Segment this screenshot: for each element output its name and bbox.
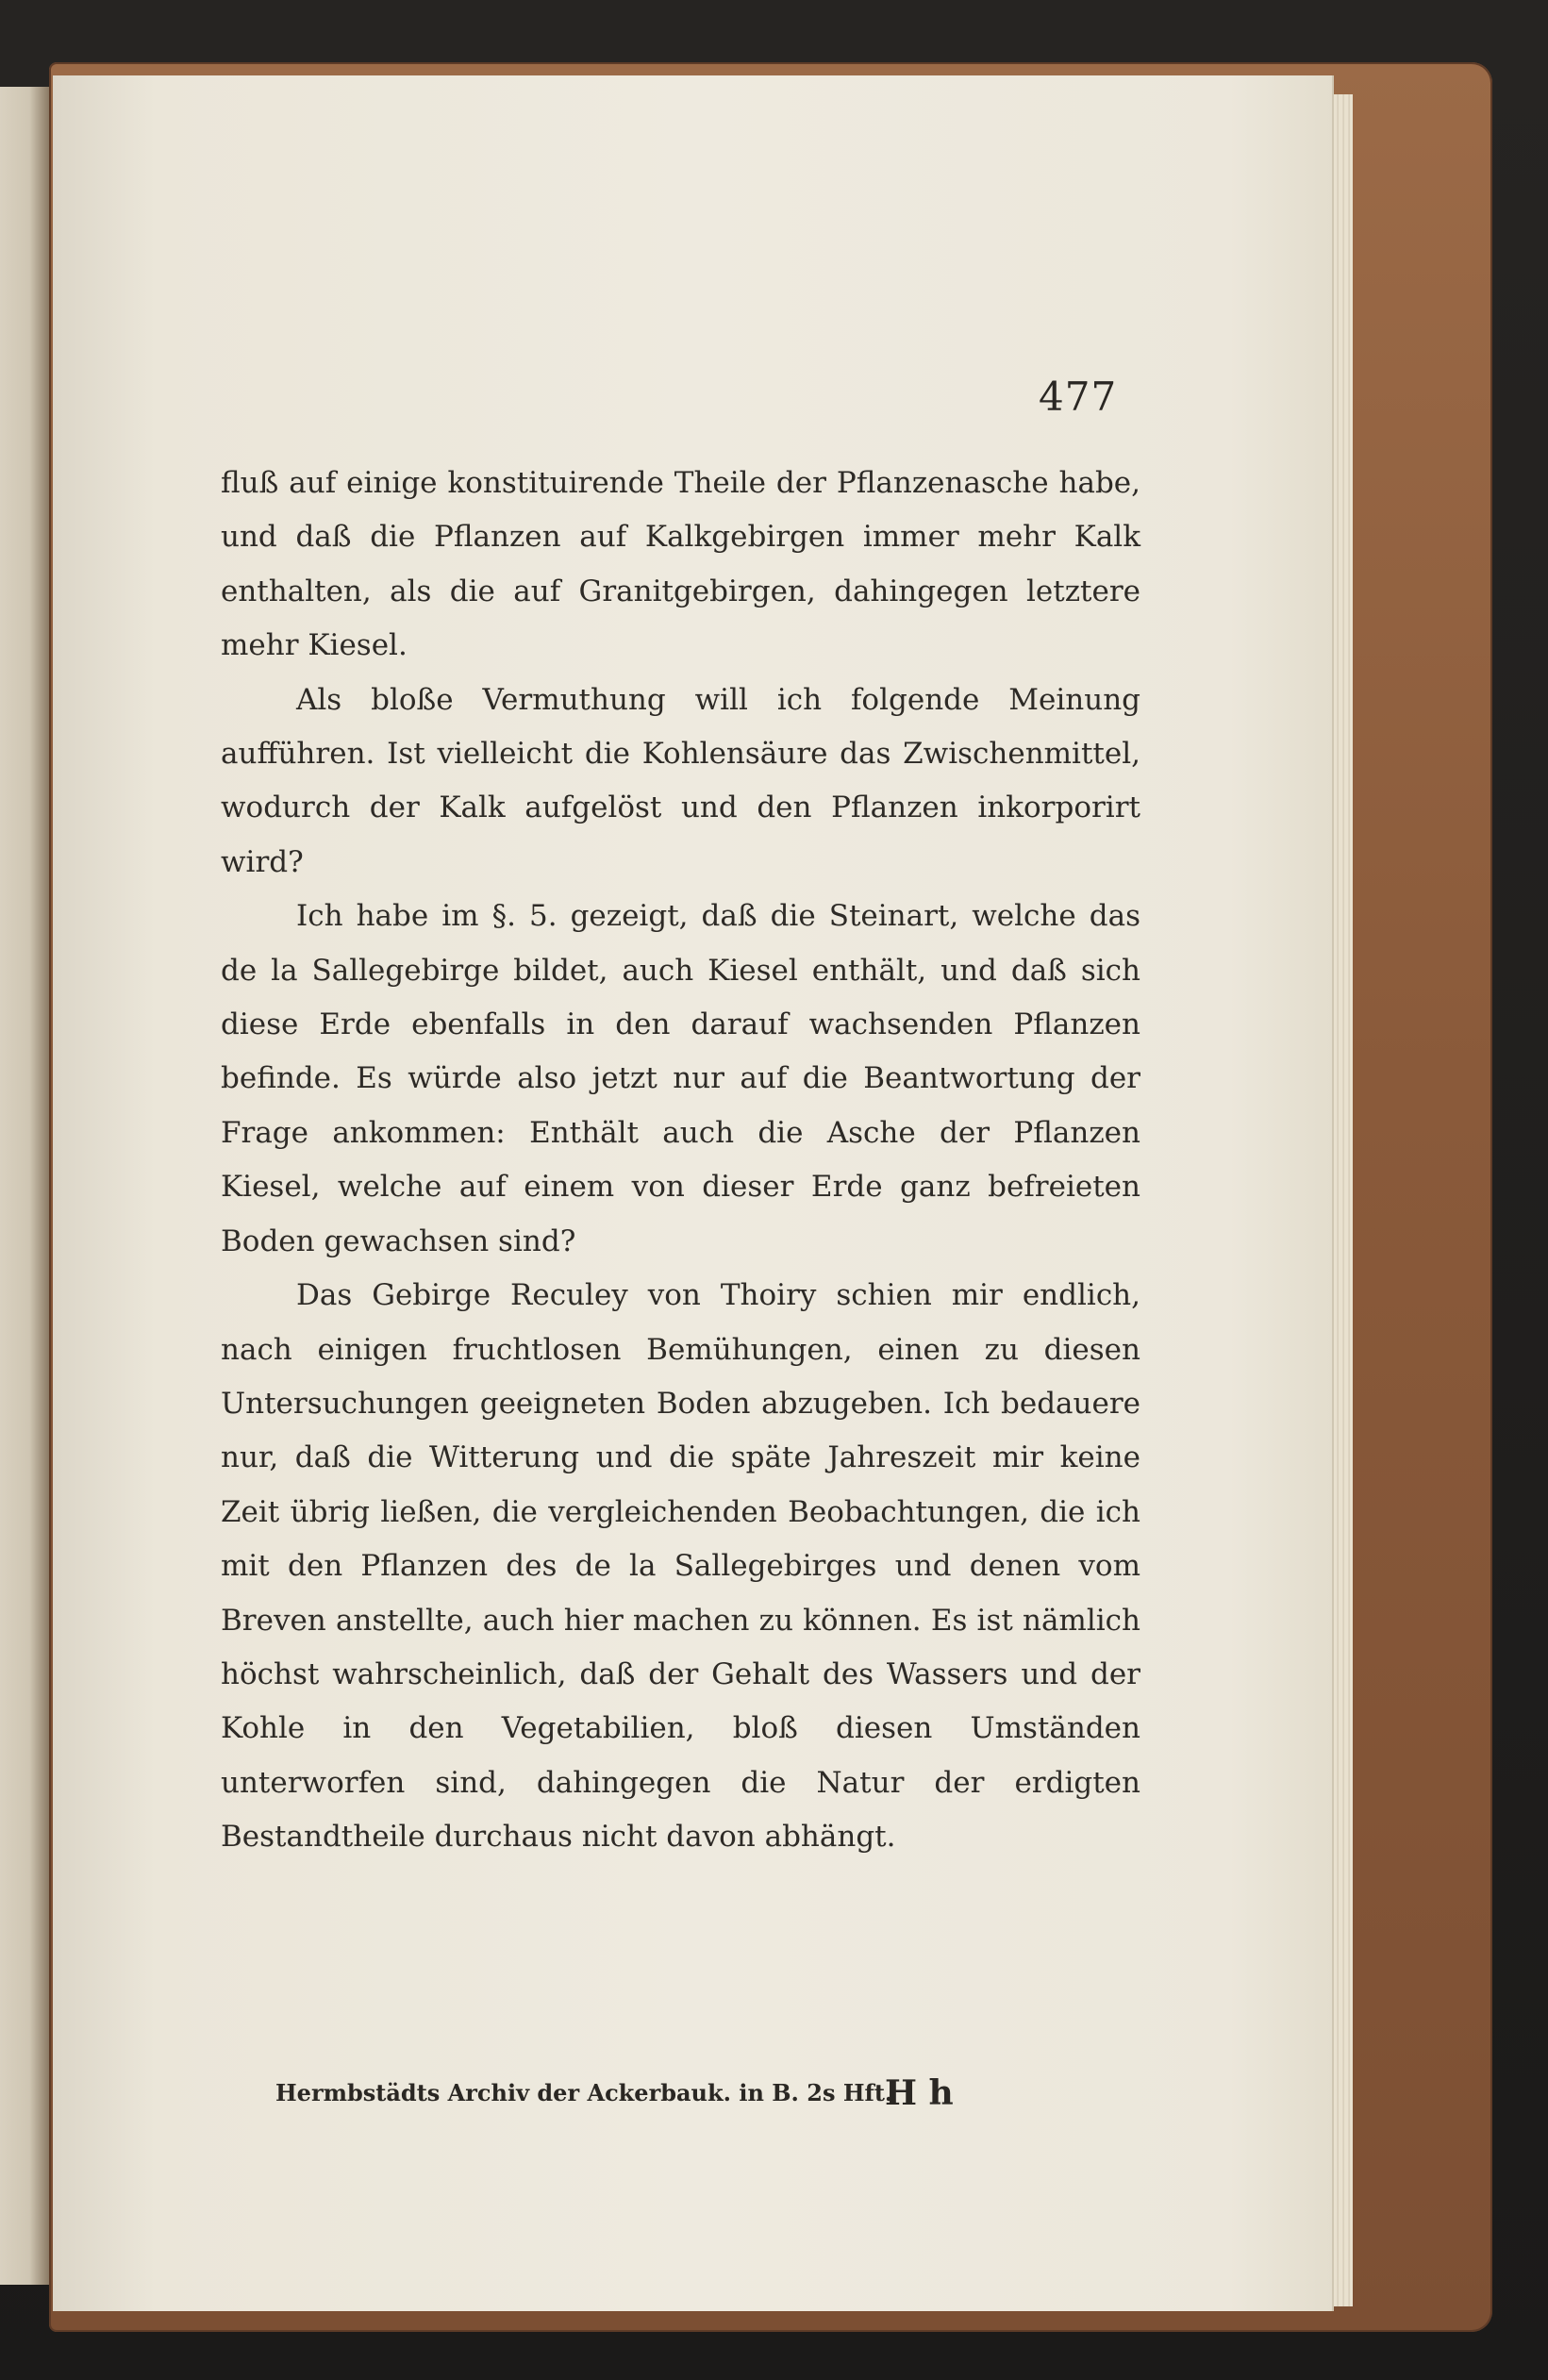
signature-line: Hermbstädts Archiv der Ackerbauk. in B. 2s Hft.: [275, 2079, 893, 2106]
paragraph-3: Ich habe im §. 5. gezeigt, daß die Steinart, welche das de la Sallegebirge bildet, auch Kiesel enthält, und daß sich diese Erde ebenfalls in den darauf wachsenden Pflanzen befinde. Es würde also jetzt nur auf die Beantwortung der Frage ankommen: Enthält auch die Asche der Pflanzen Kiesel, welche auf einem von dieser Erde ganz befreieten Boden gewachsen sind?: [221, 899, 1140, 1258]
paragraph-2: Als bloße Vermuthung will ich folgende Meinung aufführen. Ist vielleicht die Kohlensäure das Zwischenmittel, wodurch der Kalk aufgelöst und den Pflanzen inkorporirt wird?: [221, 682, 1140, 879]
facing-page-edge: [0, 87, 55, 2285]
paragraph-1: fluß auf einige konstituirende Theile der Pflanzenasche habe, und daß die Pflanzen auf Kalkgebirgen immer mehr Kalk enthalten, als die auf Granitgebirgen, dahingegen letztere mehr Kiesel.: [221, 466, 1140, 663]
paragraph-4: Das Gebirge Reculey von Thoiry schien mir endlich, nach einigen fruchtlosen Bemühungen, einen zu diesen Untersuchungen geeigneten Boden abzugeben. Ich bedauere nur, daß die Witterung und die späte Jahreszeit mir keine Zeit übrig ließen, die vergleichenden Beobachtungen, die ich mit den Pflanzen des de la Sallegebirges und denen vom Breven anstellte, auch hier machen zu können. Es ist nämlich höchst wahrscheinlich, daß der Gehalt des Wassers und der Kohle in den Vegetabilien, bloß diesen Umständen unterworfen sind, dahingegen die Natur der erdigten Bestandtheile durchaus nicht davon abhängt.: [221, 1278, 1140, 1855]
page-number: 477: [1039, 374, 1118, 420]
book-page: [53, 75, 1334, 2311]
catchword: H h: [885, 2073, 954, 2113]
body-text: [221, 457, 1140, 1865]
